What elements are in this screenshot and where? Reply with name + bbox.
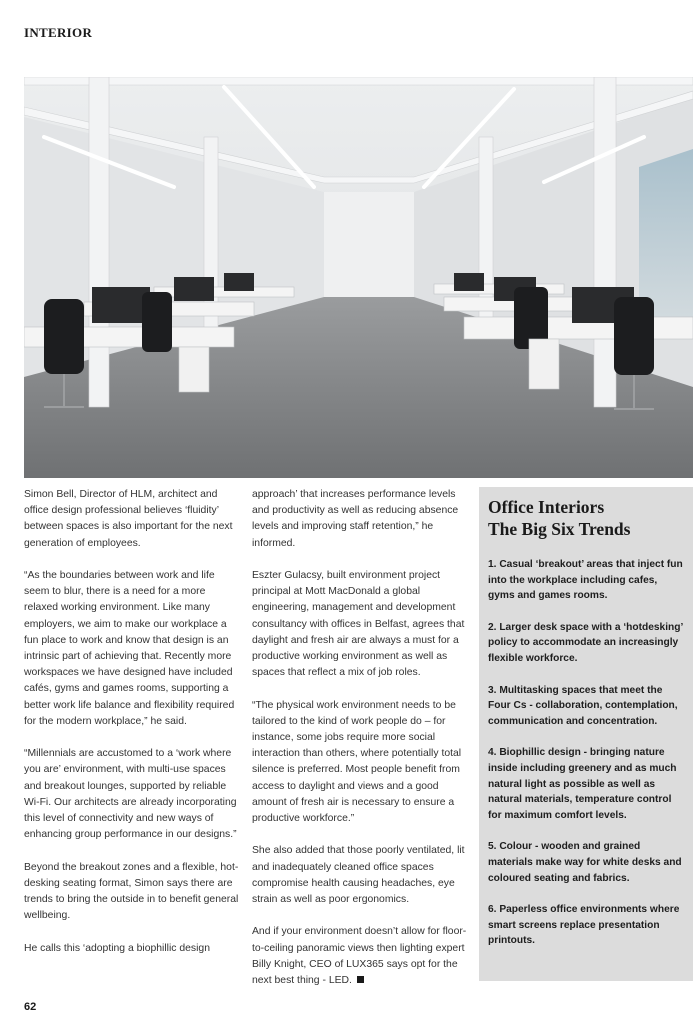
end-of-article-icon xyxy=(357,976,364,983)
trend-item: 5. Colour - wooden and grained materials make way for white desks and coloured seating and fabrics. xyxy=(488,841,682,884)
paragraph: She also added that those poorly ventilated, lit and inadequately cleaned office spaces compromise health causing headaches, eye strain as well as poor ergonomics. xyxy=(252,845,465,906)
sidebar-title xyxy=(488,496,683,540)
paragraph xyxy=(252,924,468,989)
paragraph: “Millennials are accustomed to a ‘work where you are’ environment, with multi-use spaces and breakout lounges, supported by reliable Wi-Fi. Our architects are already incorporating this level of connectivity and new ways of enhancing group performance in our designs.” xyxy=(24,748,237,841)
office-interior-photo xyxy=(24,77,693,478)
trend-item: 3. Multitasking spaces that meet the Four Cs - collaboration, contemplation, communication and concentration. xyxy=(488,684,678,727)
paragraph: He calls this ‘adopting a biophillic design xyxy=(24,942,210,954)
page-number: 62 xyxy=(24,1001,37,1013)
article-column-1 xyxy=(24,487,242,973)
article-column-2 xyxy=(252,487,468,1005)
trend-item: 4. Biophillic design - bringing nature inside including greenery and as much natural light as possible as well as natural materials, temperature control for maximum comfort levels. xyxy=(488,747,677,821)
section-label: INTERIOR xyxy=(24,25,93,40)
paragraph: “As the boundaries between work and life seem to blur, there is a need for a more relaxed working environment. Like many employers, we aim to make our workplace a fun place to work and know that design is an intrinsic part of achieving that. Recently more workspaces we have designed have included cafés, gyms and games rooms, supporting a better work life balance and flexibility required for the modern workplace,” he said. xyxy=(24,570,235,727)
paragraph: Beyond the breakout zones and a flexible, hot-desking seating format, Simon says there are trends to bring the outside in to benefit general wellbeing. xyxy=(24,861,239,922)
paragraph: Eszter Gulacsy, built environment project principal at Mott MacDonald a global engineering, management and development consultancy with offices in Belfast, agrees that daylight and fresh air are always a must for a productive working environment as well as spaces that reflect a mix of job roles. xyxy=(252,570,465,679)
trend-item: 2. Larger desk space with a ‘hotdesking’ policy to accommodate an increasingly flexible workforce. xyxy=(488,621,683,664)
sidebar-title-line: The Big Six Trends xyxy=(488,519,631,539)
paragraph: Simon Bell, Director of HLM, architect and office design professional believes ‘fluidity’ between spaces is also important for the next generation of employees. xyxy=(24,489,233,549)
paragraph: “The physical work environment needs to be tailored to the kind of work people do – for instance, some jobs require more social interaction than others, where potentially total silence is preferred. Most people benefit from access to daylight and views and a good amount of fresh air is necessary to ensure a productive workforce.” xyxy=(252,699,462,825)
trend-item: 6. Paperless office environments where smart screens replace presentation printouts. xyxy=(488,904,680,947)
paragraph-text: And if your environment doesn’t allow for floor-to-ceiling panoramic views then lighting expert Billy Knight, CEO of LUX365 says opt for the next best thing - LED. xyxy=(252,926,467,987)
paragraph: approach’ that increases performance levels and productivity as well as reducing absence levels and improving staff retention,” he informed. xyxy=(252,489,459,549)
trends-sidebar xyxy=(479,487,693,981)
trend-item: 1. Casual ‘breakout’ areas that inject fun into the workplace including cafes, gyms and games rooms. xyxy=(488,559,683,602)
sidebar-title-line: Office Interiors xyxy=(488,497,605,517)
